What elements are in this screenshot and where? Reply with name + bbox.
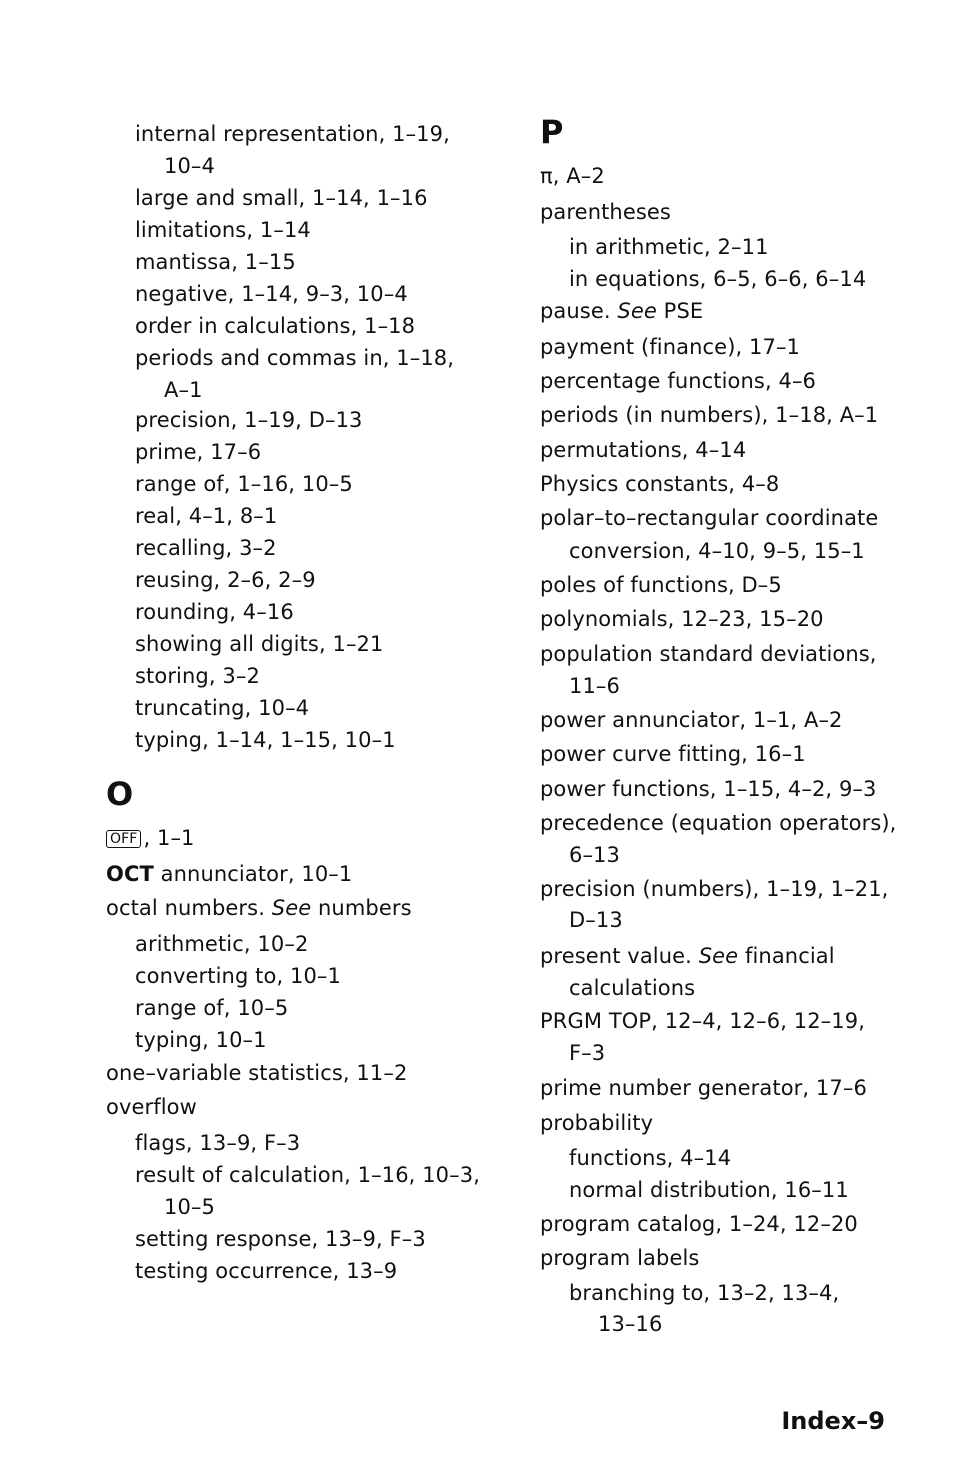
page-number: Index–9 (781, 1407, 885, 1435)
index-entry: power functions, 1–15, 4–2, 9–3 (540, 777, 877, 801)
octal-see-target: numbers (311, 896, 412, 920)
index-entry-octal (106, 894, 412, 922)
see-reference: See (271, 896, 312, 920)
index-subentry: testing occurrence, 13–9 (135, 1259, 398, 1283)
index-entry: population standard deviations, (540, 642, 877, 666)
index-subentry: reusing, 2–6, 2–9 (135, 568, 316, 592)
index-entry: poles of functions, D–5 (540, 573, 782, 597)
index-entry: precedence (equation operators), (540, 811, 897, 835)
index-subentry: internal representation, 1–19, (135, 122, 450, 146)
index-subentry: setting response, 13–9, F–3 (135, 1227, 426, 1251)
index-entry: parentheses (540, 200, 671, 224)
index-continuation: 13–16 (598, 1312, 663, 1336)
oct-ref: annunciator, 10–1 (153, 862, 353, 886)
index-continuation: 11–6 (569, 674, 620, 698)
pause-text: pause. (540, 299, 618, 323)
index-entry: payment (finance), 17–1 (540, 335, 801, 359)
index-subentry: periods and commas in, 1–18, (135, 346, 455, 370)
index-continuation: D–13 (569, 908, 623, 932)
index-subentry: storing, 3–2 (135, 664, 260, 688)
pause-see-target: PSE (656, 299, 704, 323)
index-subentry: normal distribution, 16–11 (569, 1178, 849, 1202)
oct-annunciator-label: OCT (106, 862, 154, 886)
index-entry: percentage functions, 4–6 (540, 369, 817, 393)
index-subentry: in arithmetic, 2–11 (569, 235, 769, 259)
index-entry: permutations, 4–14 (540, 438, 747, 462)
index-subentry: recalling, 3–2 (135, 536, 277, 560)
index-entry: precision (numbers), 1–19, 1–21, (540, 877, 889, 901)
index-subentry: showing all digits, 1–21 (135, 632, 384, 656)
index-entry-pause (540, 297, 703, 325)
index-entry: Physics constants, 4–8 (540, 472, 780, 496)
index-entry: power curve fitting, 16–1 (540, 742, 806, 766)
present-value-text: present value. (540, 944, 699, 968)
index-continuation: 10–4 (164, 154, 215, 178)
index-entry: π, A–2 (540, 164, 605, 188)
index-subentry: arithmetic, 10–2 (135, 932, 309, 956)
index-entry: one–variable statistics, 11–2 (106, 1061, 408, 1085)
index-subentry: typing, 1–14, 1–15, 10–1 (135, 728, 396, 752)
index-subentry: negative, 1–14, 9–3, 10–4 (135, 282, 408, 306)
index-continuation: 10–5 (164, 1195, 215, 1219)
index-subentry: range of, 10–5 (135, 996, 289, 1020)
index-subentry: prime, 17–6 (135, 440, 262, 464)
index-entry: program catalog, 1–24, 12–20 (540, 1212, 858, 1236)
index-entry: power annunciator, 1–1, A–2 (540, 708, 843, 732)
index-entry: PRGM TOP, 12–4, 12–6, 12–19, (540, 1009, 865, 1033)
index-entry: program labels (540, 1246, 700, 1270)
index-subentry: functions, 4–14 (569, 1146, 732, 1170)
off-key-icon: OFF (106, 830, 141, 848)
index-subentry: precision, 1–19, D–13 (135, 408, 363, 432)
index-subentry: order in calculations, 1–18 (135, 314, 416, 338)
index-continuation: A–1 (164, 378, 203, 402)
index-entry-present-value (540, 942, 835, 970)
index-subentry: rounding, 4–16 (135, 600, 294, 624)
index-subentry: typing, 10–1 (135, 1028, 267, 1052)
index-subentry: large and small, 1–14, 1–16 (135, 186, 428, 210)
index-continuation: F–3 (569, 1041, 606, 1065)
index-entry-oct (106, 860, 352, 888)
see-reference: See (698, 944, 739, 968)
index-entry: polar–to–rectangular coordinate (540, 506, 879, 530)
index-entry: prime number generator, 17–6 (540, 1076, 867, 1100)
index-subentry: mantissa, 1–15 (135, 250, 296, 274)
off-ref: , 1–1 (143, 826, 195, 850)
index-subentry: limitations, 1–14 (135, 218, 311, 242)
index-subentry: flags, 13–9, F–3 (135, 1131, 301, 1155)
index-entry: polynomials, 12–23, 15–20 (540, 607, 824, 631)
section-heading-o: O (106, 775, 134, 813)
present-value-see-target: financial (738, 944, 835, 968)
index-subentry: real, 4–1, 8–1 (135, 504, 278, 528)
index-subentry: range of, 1–16, 10–5 (135, 472, 353, 496)
index-subentry: branching to, 13–2, 13–4, (569, 1281, 840, 1305)
index-continuation: conversion, 4–10, 9–5, 15–1 (569, 539, 865, 563)
index-subentry: in equations, 6–5, 6–6, 6–14 (569, 267, 867, 291)
octal-text: octal numbers. (106, 896, 272, 920)
index-subentry: result of calculation, 1–16, 10–3, (135, 1163, 480, 1187)
see-reference: See (617, 299, 657, 323)
index-subentry: truncating, 10–4 (135, 696, 310, 720)
index-entry: overflow (106, 1095, 197, 1119)
index-entry: periods (in numbers), 1–18, A–1 (540, 403, 879, 427)
index-subentry: converting to, 10–1 (135, 964, 341, 988)
index-entry: probability (540, 1111, 654, 1135)
index-entry-off (106, 824, 195, 852)
index-continuation: calculations (569, 976, 696, 1000)
section-heading-p: P (540, 113, 564, 151)
index-continuation: 6–13 (569, 843, 620, 867)
